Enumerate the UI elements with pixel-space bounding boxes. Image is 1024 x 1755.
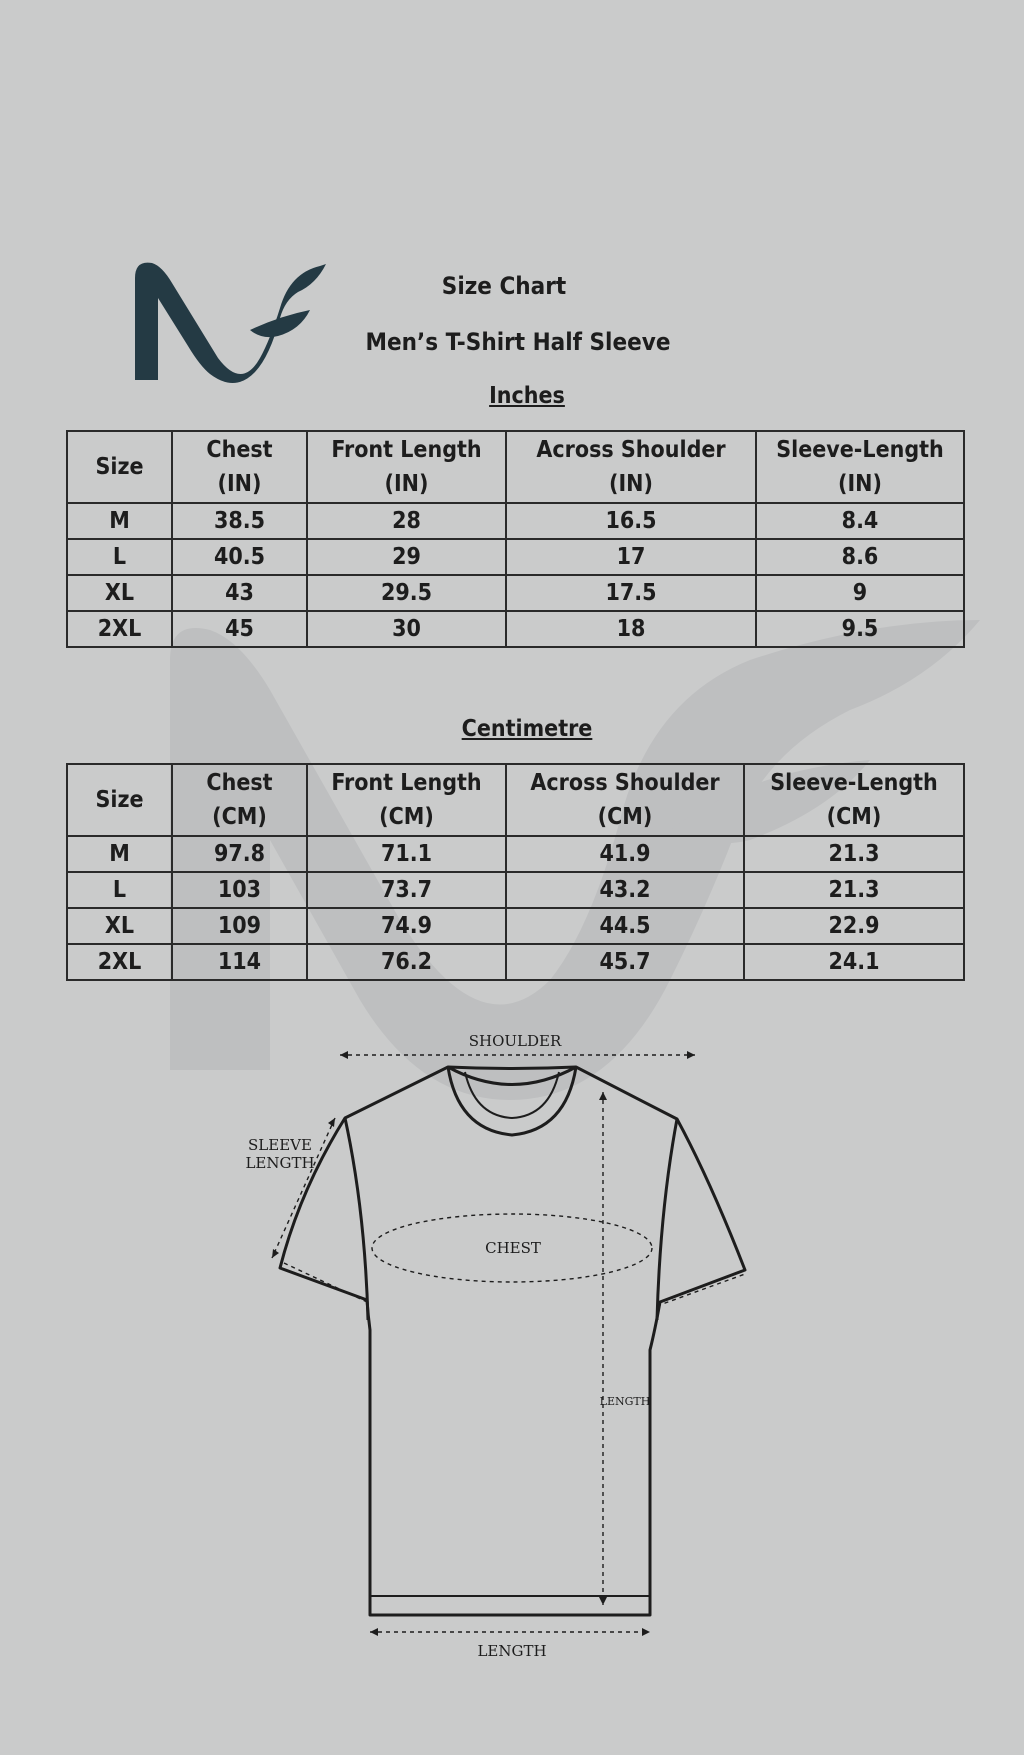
sleeve-length-label: SLEEVE LENGTH	[245, 1136, 315, 1172]
table-cell: 71.1	[307, 836, 506, 872]
table-cell: L	[67, 872, 172, 908]
table-cell: 76.2	[307, 944, 506, 980]
length-bottom-label: LENGTH	[477, 1642, 547, 1660]
table-cell: 22.9	[744, 908, 964, 944]
table-cell: 29	[307, 539, 506, 575]
table-header-row	[67, 764, 964, 836]
table-cell: 29.5	[307, 575, 506, 611]
table-cell: 2XL	[67, 611, 172, 647]
table-cell: 8.4	[756, 503, 964, 539]
inches-heading: Inches	[489, 383, 565, 409]
table-row	[67, 503, 964, 539]
table-cell: 114	[172, 944, 307, 980]
tshirt-diagram	[240, 1030, 780, 1670]
table-row	[67, 836, 964, 872]
table-cell: 30	[307, 611, 506, 647]
chest-label: CHEST	[485, 1239, 541, 1257]
shoulder-label: SHOULDER	[468, 1032, 562, 1050]
table-cell: 41.9	[506, 836, 744, 872]
table-row	[67, 944, 964, 980]
table-cell: 21.3	[744, 836, 964, 872]
table-cell: 18	[506, 611, 756, 647]
table-header-row	[67, 431, 964, 503]
table-cell: 9	[756, 575, 964, 611]
column-header: Sleeve-Length (CM)	[744, 764, 964, 836]
table-cell: 40.5	[172, 539, 307, 575]
column-header: Size	[67, 764, 172, 836]
table-row	[67, 872, 964, 908]
table-cell: M	[67, 503, 172, 539]
centimetre-heading: Centimetre	[461, 716, 593, 742]
column-header: Chest (CM)	[172, 764, 307, 836]
table-cell: 16.5	[506, 503, 756, 539]
table-cell: 74.9	[307, 908, 506, 944]
table-cell: 9.5	[756, 611, 964, 647]
column-header: Across Shoulder (IN)	[506, 431, 756, 503]
table-cell: 24.1	[744, 944, 964, 980]
table-cell: 17.5	[506, 575, 756, 611]
table-cell: 43.2	[506, 872, 744, 908]
table-cell: 43	[172, 575, 307, 611]
column-header: Sleeve-Length (IN)	[756, 431, 964, 503]
table-cell: M	[67, 836, 172, 872]
inches-table	[66, 430, 965, 648]
table-cell: 2XL	[67, 944, 172, 980]
page-title: Size Chart	[441, 272, 567, 300]
length-vertical-label: LENGTH	[599, 1395, 651, 1408]
table-cell: L	[67, 539, 172, 575]
table-row	[67, 539, 964, 575]
table-cell: XL	[67, 908, 172, 944]
column-header: Chest (IN)	[172, 431, 307, 503]
table-cell: 8.6	[756, 539, 964, 575]
table-cell: XL	[67, 575, 172, 611]
table-cell: 38.5	[172, 503, 307, 539]
centimetre-table	[66, 763, 965, 981]
table-row	[67, 908, 964, 944]
table-cell: 45	[172, 611, 307, 647]
table-row	[67, 611, 964, 647]
table-cell: 17	[506, 539, 756, 575]
table-cell: 103	[172, 872, 307, 908]
table-cell: 21.3	[744, 872, 964, 908]
table-cell: 28	[307, 503, 506, 539]
table-cell: 97.8	[172, 836, 307, 872]
column-header: Across Shoulder (CM)	[506, 764, 744, 836]
table-cell: 44.5	[506, 908, 744, 944]
table-cell: 109	[172, 908, 307, 944]
table-row	[67, 575, 964, 611]
table-cell: 73.7	[307, 872, 506, 908]
column-header: Front Length (CM)	[307, 764, 506, 836]
column-header: Size	[67, 431, 172, 503]
table-cell: 45.7	[506, 944, 744, 980]
page-subtitle: Men’s T-Shirt Half Sleeve	[365, 328, 671, 356]
column-header: Front Length (IN)	[307, 431, 506, 503]
